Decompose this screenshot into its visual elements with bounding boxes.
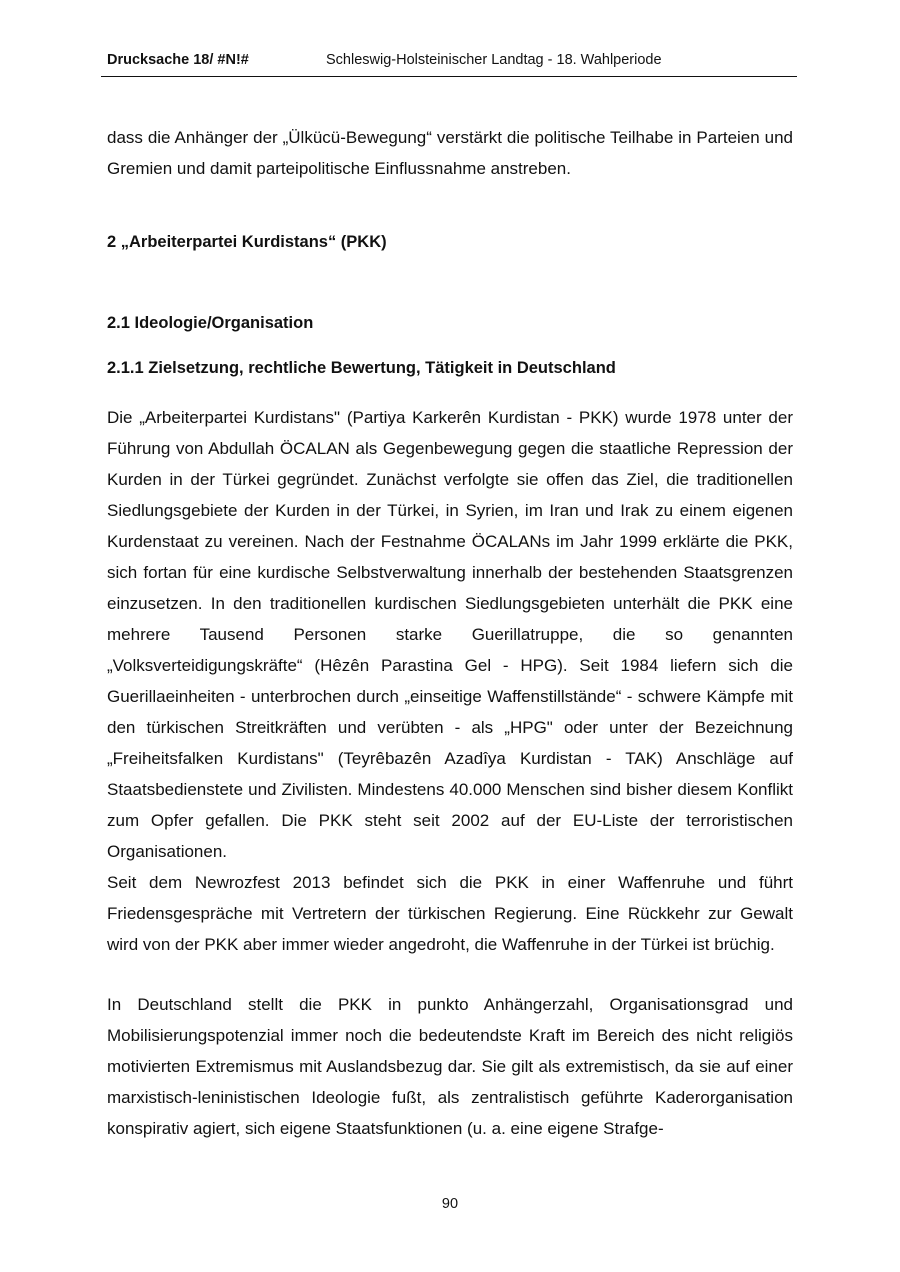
paragraph-germany: In Deutschland stellt die PKK in punkto Anhängerzahl, Organisationsgrad und Mobilisierungspotenzial immer noch die bedeutendste Kraft im Bereich des nicht religiös motivierten Extremismus mit Auslandsbezug dar. Sie gilt als extremistisch, da sie auf einer marxistisch-leninistischen Ideologie fußt, als zentralistisch geführte Kaderorganisation konspirativ agiert, sich eigene Staatsfunktionen (u. a. eine eigene Strafge- <box>107 995 793 1138</box>
section-heading: 2 „Arbeiterpartei Kurdistans“ (PKK) <box>107 233 387 251</box>
paragraph-continuation: dass die Anhänger der „Ülkücü-Bewegung“ verstärkt die politische Teilhabe in Parteien und Gremien und damit parteipolitische Einflussnahme anstreben. <box>107 128 793 178</box>
parliament-title: Schleswig-Holsteinischer Landtag - 18. Wahlperiode <box>326 52 662 68</box>
subsection-heading: 2.1 Ideologie/Organisation <box>107 314 314 332</box>
page-header <box>101 50 797 77</box>
page-content <box>107 122 793 1144</box>
paragraph-ceasefire: Seit dem Newrozfest 2013 befindet sich die PKK in einer Waffenruhe und führt Friedensgespräche mit Vertretern der türkischen Regierung. Eine Rückkehr zur Gewalt wird von der PKK aber immer wieder angedroht, die Waffenruhe in der Türkei ist brüchig. <box>107 873 793 954</box>
subsubsection-heading: 2.1.1 Zielsetzung, rechtliche Bewertung, Tätigkeit in Deutschland <box>107 359 616 377</box>
paragraph-pkk-history: Die „Arbeiterpartei Kurdistans" (Partiya Karkerên Kurdistan - PKK) wurde 1978 unter der Führung von Abdullah ÖCALAN als Gegenbewegung gegen die staatliche Repression der Kurden in der Türkei gegründet. Zunächst verfolgte sie offen das Ziel, die traditionellen Siedlungsgebiete der Kurden in der Türkei, in Syrien, im Iran und Irak zu einem eigenen Kurdenstaat zu vereinen. Nach der Festnahme ÖCALANs im Jahr 1999 erklärte die PKK, sich fortan für eine kurdische Selbstverwaltung innerhalb der bestehenden Staatsgrenzen einzusetzen. In den traditionellen kurdischen Siedlungsgebieten unterhält die PKK eine mehrere Tausend Personen starke Guerillatruppe, die so genannten „Volksverteidigungskräfte“ (Hêzên Parastina Gel - HPG). Seit 1984 liefern sich die Guerillaeinheiten - unterbrochen durch „einseitige Waffenstillstände“ - schwere Kämpfe mit den türkischen Streitkräften und verübten - als „HPG" oder unter der Bezeichnung „Freiheitsfalken Kurdistans" (Teyrêbazên Azadîya Kurdistan - TAK) Anschläge auf Staatsbedienstete und Zivilisten. Mindestens 40.000 Menschen sind bisher diesem Konflikt zum Opfer gefallen. Die PKK steht seit 2002 auf der EU-Liste der terroristischen Organisationen. <box>107 408 793 861</box>
page-number: 90 <box>441 1196 459 1212</box>
document-number: Drucksache 18/ #N!# <box>107 52 249 68</box>
